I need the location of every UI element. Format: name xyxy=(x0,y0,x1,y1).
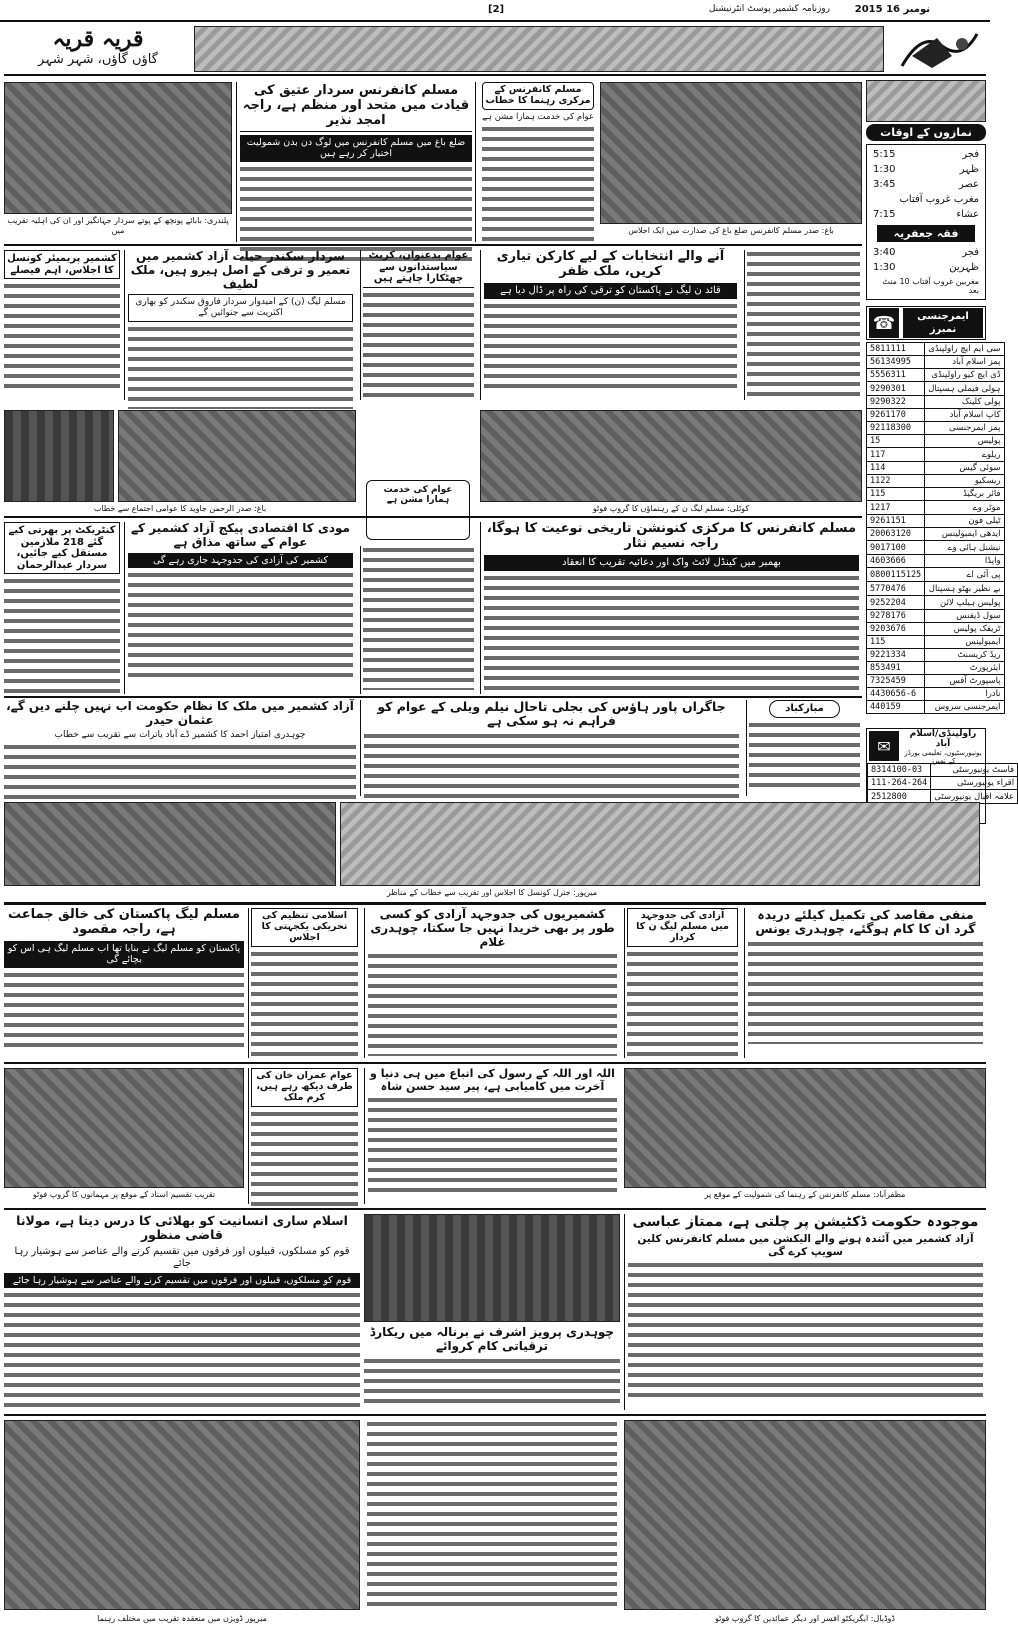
photo-speaker xyxy=(364,1214,620,1322)
emergency-title: ایمرجنسی نمبرز xyxy=(903,308,983,338)
article-a1-headline: مسلم کانفرنس سردار عتیق کی قیادت میں متحد اور منظم ہے، راجہ امجد نذیر xyxy=(240,82,472,132)
caption-bottom-2: ڈوڈیال: ایگزیکٹو افسر اور دیگر عمائدین کا گروپ فوٹو xyxy=(715,1614,895,1623)
prayer-row xyxy=(867,207,985,222)
row-rule xyxy=(4,244,862,246)
emergency-number: 9221334 xyxy=(867,649,925,662)
emergency-number: 4430656-6 xyxy=(867,688,925,701)
rawalpindi-label: اقراء یونیورسٹی xyxy=(931,777,1018,790)
article-b10 xyxy=(248,1068,360,1204)
jafaria-title: فقہ جعفریہ xyxy=(877,225,975,242)
article-b7-body xyxy=(364,1357,620,1407)
emergency-label: پمز اسلام آباد xyxy=(925,356,1004,369)
emergency-row xyxy=(867,448,1005,462)
rawalpindi-label: فاسٹ یونیورسٹی xyxy=(931,764,1018,777)
article-b8-sub: قوم کو مسلکوں، قبیلوں اور فرقوں میں تقسیم کرنے والے عناصر سے ہوشیار رہا جائے xyxy=(14,1245,350,1269)
emergency-label: سول ڈیفنس xyxy=(925,610,1004,623)
emergency-label: ٹریفک پولیس xyxy=(925,623,1004,636)
photo-bottom-1 xyxy=(4,1420,360,1610)
emergency-row xyxy=(867,675,1005,688)
rawalpindi-row xyxy=(868,777,1018,790)
article-a3-sub: قائد ن لیگ نے پاکستان کو ترقی کی راہ پر ڈال دیا ہے xyxy=(484,283,737,299)
article-a4-sub: مسلم لیگ (ن) کے امیدوار سردار فاروق سکندر کو بھاری اکثریت سے جتوائیں گے xyxy=(128,294,353,322)
emergency-label: نادرا xyxy=(925,688,1004,701)
article-a8-sub: کشمیر کی آزادی کی جدوجہد جاری رہے گی xyxy=(128,553,353,568)
article-b6-headline: موجودہ حکومت ڈکٹیشن پر چلتی ہے، ممتاز عباسی xyxy=(632,1214,979,1230)
emergency-label: پولی کلینک xyxy=(925,396,1004,409)
rawalpindi-number: 8314100-03 xyxy=(868,764,931,777)
caption-dua: کوٹلی: مسلم لیگ ن کے رہنماؤں کا گروپ فوٹو xyxy=(592,504,750,513)
emergency-row xyxy=(867,688,1005,701)
prayer-time: 3:40 xyxy=(873,247,896,258)
article-bottom-mid xyxy=(364,1420,620,1610)
emergency-row xyxy=(867,582,1005,596)
prayer-times-box xyxy=(866,144,986,300)
section-title-block xyxy=(8,26,188,74)
article-a12-headline: مبارکباد xyxy=(769,700,840,718)
section-subtitle: گاؤں گاؤں، شہر شہر xyxy=(38,52,158,67)
emergency-row xyxy=(867,515,1005,528)
emergency-label: موٹر وے xyxy=(925,501,1004,515)
article-a7-body xyxy=(484,574,859,694)
row-rule xyxy=(4,696,862,698)
article-a6 xyxy=(4,250,120,400)
emergency-number: 15 xyxy=(867,435,925,448)
emergency-label: بے نظیر بھٹو ہسپتال xyxy=(925,582,1004,596)
rawalpindi-title: راولپنڈی/اسلام آباد xyxy=(909,729,977,749)
emergency-number: 5556311 xyxy=(867,369,925,382)
emergency-label: کاپ اسلام آباد xyxy=(925,409,1004,422)
emergency-number: 9278176 xyxy=(867,610,925,623)
article-b8 xyxy=(4,1214,360,1410)
emergency-row xyxy=(867,435,1005,448)
prayer-name: فجر xyxy=(962,247,979,258)
prayer-name: ظہرین xyxy=(949,262,979,273)
phone-icon: ☎ xyxy=(869,308,899,338)
row-rule xyxy=(4,1062,986,1064)
article-b9 xyxy=(364,1068,620,1204)
article-b5-sub: پاکستان کو مسلم لیگ نے بنایا تھا اب مسلم لیگ ہی اس کو بچائے گی xyxy=(4,941,244,968)
emergency-number: 9017100 xyxy=(867,541,925,555)
prayer-row xyxy=(867,192,985,207)
article-a3-headline: آنے والے انتخابات کے لیے کارکن تیاری کریں، ملک ظفر xyxy=(496,249,725,279)
article-b8-sub2: قوم کو مسلکوں، قبیلوں اور فرقوں میں تقسیم کرنے والے عناصر سے ہوشیار رہا جائے xyxy=(4,1273,360,1288)
caption-award: پلندری: بابائے پونچھ کے پوتے سردار جہانگیر اور ان کی اہلیہ تقریب میں xyxy=(7,216,229,235)
logo xyxy=(892,26,982,72)
photo-dua xyxy=(480,410,862,502)
article-a5 xyxy=(360,250,476,400)
article-a12-body xyxy=(749,721,860,791)
prayer-name: مغرب غروب آفتاب xyxy=(899,194,979,205)
article-a1 xyxy=(236,82,476,242)
article-b8-body xyxy=(4,1291,360,1411)
rawalpindi-number: 2512800 xyxy=(868,790,931,804)
article-b7 xyxy=(364,1326,620,1410)
emergency-row xyxy=(867,528,1005,541)
rawalpindi-number: 111-264-264 xyxy=(868,777,931,790)
emergency-number: 1217 xyxy=(867,501,925,515)
prayer-row xyxy=(867,162,985,177)
article-a3-body xyxy=(484,302,737,392)
rawalpindi-header xyxy=(867,729,985,763)
article-a11 xyxy=(4,700,356,796)
photo-garland xyxy=(624,1068,986,1188)
article-a1-sub: ضلع باغ میں مسلم کانفرنس میں لوگ دن بدن شمولیت اختیار کر رہے ہیں xyxy=(240,135,472,162)
prayer-name: ظہر xyxy=(959,164,979,175)
row-rule xyxy=(4,1414,986,1416)
emergency-label: ہولی فیملی ہسپتال xyxy=(925,382,1004,396)
photo-certificate xyxy=(4,1068,244,1188)
emergency-row xyxy=(867,462,1005,475)
rawalpindi-subtitle: یونیورسٹیوں، تعلیمی بورڈز کے نمبرز xyxy=(904,749,982,765)
article-b5-body xyxy=(4,971,244,1051)
article-b4-body xyxy=(251,950,358,1060)
prayer-row xyxy=(867,245,985,260)
page-half-rule xyxy=(4,902,986,905)
emergency-number: 9203676 xyxy=(867,623,925,636)
emergency-row xyxy=(867,356,1005,369)
emergency-number: 4603666 xyxy=(867,555,925,568)
emergency-row xyxy=(867,396,1005,409)
emergency-row xyxy=(867,422,1005,435)
emergency-row xyxy=(867,568,1005,582)
article-a4-body xyxy=(128,325,353,409)
emergency-number: 0800115125 xyxy=(867,568,925,582)
article-a11-headline: آزاد کشمیر میں ملک کا نظام حکومت اب نہیں چلنے دیں گے، عثمان حیدر xyxy=(6,699,354,727)
row-rule xyxy=(4,516,862,518)
caption-meeting: باغ: صدر مسلم کانفرنس ضلع باغ کی صدارت میں ایک اجلاس xyxy=(628,226,834,235)
photo-wide-2 xyxy=(340,802,980,886)
prayer-times-title: نمازوں کے اوقات xyxy=(866,124,986,141)
article-a8-headline: مودی کا اقتصادی پیکج آزاد کشمیر کے عوام کے ساتھ مذاق ہے xyxy=(131,521,350,549)
article-a7 xyxy=(480,522,862,694)
emergency-row xyxy=(867,488,1005,501)
article-a9 xyxy=(4,522,120,694)
article-b9-headline: اللہ اور اللہ کے رسول کی اتباع میں ہی دنیا و آخرت میں کامیابی ہے، پیر سید حسن شاہ xyxy=(370,1067,615,1093)
article-b9-body xyxy=(368,1096,617,1192)
emergency-label: سی ایم ایچ راولپنڈی xyxy=(925,343,1004,356)
article-b10-body xyxy=(251,1110,358,1206)
article-side-small xyxy=(744,250,862,400)
article-b2 xyxy=(624,908,740,1058)
emergency-label: پاسپورٹ آفس xyxy=(925,675,1004,688)
emergency-label: پمز ایمرجنسی xyxy=(925,422,1004,435)
photo-meeting xyxy=(600,82,862,224)
article-b6 xyxy=(624,1214,986,1410)
photo-award xyxy=(4,82,232,214)
emergency-row xyxy=(867,343,1005,356)
article-a6-headline: کشمیر پریمیئر کونسل کا اجلاس، اہم فیصلے xyxy=(4,250,120,279)
photo-group-1 xyxy=(4,410,114,502)
article-b1-body xyxy=(748,940,983,1044)
article-a8-body xyxy=(128,571,353,683)
caption-group: باغ: صدر الرحمن جاوید کا عوامی اجتماع سے خطاب xyxy=(93,504,267,513)
pullquote-text: عوام کی خدمت ہمارا مشن ہے xyxy=(383,485,453,506)
date-label: 2015 نومبر 16 xyxy=(854,4,930,15)
prayer-time: 1:30 xyxy=(873,164,896,175)
masthead-bar xyxy=(0,0,990,22)
emergency-label: ایئرپورٹ xyxy=(925,662,1004,675)
rawalpindi-title-block xyxy=(901,729,985,763)
prayer-row xyxy=(867,275,985,297)
emergency-number: 115 xyxy=(867,636,925,649)
article-side-small-body xyxy=(747,250,860,396)
caption-wide: میرپور: جنرل کونسل کا اجلاس اور تقریب سے خطاب کے مناظر xyxy=(386,888,598,897)
emergency-row xyxy=(867,541,1005,555)
caption-bottom-1: میرپور ڈویژن میں منعقدہ تقریب میں مختلف رہنما xyxy=(97,1614,267,1623)
emergency-number: 114 xyxy=(867,462,925,475)
article-bottom-mid-body xyxy=(367,1420,617,1606)
emergency-label: ایمبولینس xyxy=(925,636,1004,649)
article-b4 xyxy=(248,908,360,1058)
emergency-label: ڈی ایچ کیو راولپنڈی xyxy=(925,369,1004,382)
article-a7-sub: بھمبر میں کینڈل لائٹ واک اور دعائیہ تقریب کا انعقاد xyxy=(484,555,859,571)
emergency-label: ریسکیو xyxy=(925,475,1004,488)
article-a5b xyxy=(360,546,476,694)
pullquote xyxy=(366,480,470,540)
emergency-number: 5770476 xyxy=(867,582,925,596)
emergency-number: 7325459 xyxy=(867,675,925,688)
rawalpindi-row xyxy=(868,764,1018,777)
rawalpindi-table xyxy=(867,763,1018,804)
emergency-row xyxy=(867,623,1005,636)
emergency-row xyxy=(867,701,1005,714)
article-a9-body xyxy=(4,577,120,695)
emergency-number: 853491 xyxy=(867,662,925,675)
article-a3 xyxy=(480,250,740,400)
emergency-number: 1122 xyxy=(867,475,925,488)
emergency-number: 115 xyxy=(867,488,925,501)
article-a12 xyxy=(746,700,862,796)
paper-name: روزنامہ کشمیر پوسٹ انٹرنیشنل xyxy=(708,4,830,14)
prayer-row xyxy=(867,260,985,275)
photo-wide-1 xyxy=(4,802,336,886)
emergency-number: 5811111 xyxy=(867,343,925,356)
article-a2-sub: عوام کی خدمت ہمارا مشن ہے xyxy=(482,111,594,122)
article-b8-headline: اسلام ساری انسانیت کو بھلائی کا درس دیتا ہے، مولانا قاضی منظور xyxy=(16,1213,348,1243)
article-b6-sub: آزاد کشمیر میں آئندہ ہونے والے الیکشن میں مسلم کانفرنس کلین سویپ کرے گی xyxy=(637,1233,974,1258)
emergency-label: ریڈ کریسنٹ xyxy=(925,649,1004,662)
section-banner xyxy=(4,24,986,76)
article-a11-sub: چوہدری امتیاز احمد کا کشمیر ڈے آباد یاترات سے تقریب سے خطاب xyxy=(54,729,306,740)
article-b4-headline: اسلامی تنظیم کی تحریکی یکجہتی کا اجلاس xyxy=(251,908,358,947)
row-rule xyxy=(4,1208,986,1210)
prayer-name: فجر xyxy=(962,149,979,160)
prayer-time: 1:30 xyxy=(873,262,896,273)
emergency-label: ٹیلی فون xyxy=(925,515,1004,528)
article-a2-body xyxy=(482,125,594,243)
emergency-number: 440159 xyxy=(867,701,925,714)
photo-bottom-2 xyxy=(624,1420,986,1610)
emergency-number: 117 xyxy=(867,448,925,462)
emergency-number: 56134995 xyxy=(867,356,925,369)
page-number: [2] xyxy=(488,4,505,15)
emergency-label: ایمرجنسی سروس xyxy=(925,701,1004,714)
article-a10-headline: جاگراں پاور ہاؤس کی بجلی تاحال نیلم ویلی کے عوام کو فراہم نہ ہو سکی ہے xyxy=(377,699,726,729)
prayer-row xyxy=(867,147,985,162)
article-a11-body xyxy=(4,743,356,799)
emergency-number: 92118300 xyxy=(867,422,925,435)
emergency-number: 20063120 xyxy=(867,528,925,541)
article-a7-headline: مسلم کانفرنس کا مرکزی کنونشن تاریخی نوعیت کا ہوگا، راجہ نسیم نثار xyxy=(486,521,857,551)
emergency-label: ایدھی ایمبولینس xyxy=(925,528,1004,541)
emergency-number: 9252204 xyxy=(867,596,925,610)
prayer-time: 7:15 xyxy=(873,209,896,220)
mosque-photo xyxy=(866,80,986,122)
article-b1-headline: منفی مقاصد کی تکمیل کیلئے دریدہ گرد ان کا کام ہوگئے، چوہدری یونس xyxy=(755,907,976,937)
emergency-row xyxy=(867,475,1005,488)
article-a6-body xyxy=(4,282,120,392)
emergency-row xyxy=(867,382,1005,396)
article-a8 xyxy=(124,522,356,694)
emergency-row xyxy=(867,596,1005,610)
emergency-number: 9290301 xyxy=(867,382,925,396)
emergency-label: سوئی گیس xyxy=(925,462,1004,475)
article-b5-headline: مسلم لیگ پاکستان کی خالق جماعت ہے، راجہ مقصود xyxy=(8,907,240,937)
article-b3 xyxy=(364,908,620,1058)
article-a4 xyxy=(124,250,356,400)
rawalpindi-label: علامہ اقبال یونیورسٹی xyxy=(931,790,1018,804)
emergency-row xyxy=(867,610,1005,623)
caption-garland: مظفرآباد: مسلم کانفرنس کے رہنما کی شمولیت کے موقع پر xyxy=(704,1190,906,1199)
emergency-table xyxy=(866,342,1005,714)
article-b7-headline: چوہدری پرویز اشرف نے برنالہ میں ریکارڈ ترقیاتی کام کروائے xyxy=(369,1325,615,1353)
emergency-row xyxy=(867,501,1005,515)
emergency-number: 9290322 xyxy=(867,396,925,409)
emergency-row xyxy=(867,555,1005,568)
emergency-number: 9261170 xyxy=(867,409,925,422)
section-title: قریہ قریہ xyxy=(52,26,144,52)
article-a2-headline: مسلم کانفرنس کے مرکزی رہنما کا خطاب xyxy=(482,82,594,110)
emergency-row xyxy=(867,409,1005,422)
prayer-name: مغربین غروب آفتاب 10 منٹ بعد xyxy=(882,277,979,295)
article-b10-headline: عوام عمران خان کی طرف دیکھ رہے ہیں، کرم ملک xyxy=(251,1068,358,1107)
article-a5b-body xyxy=(363,546,474,690)
article-a10 xyxy=(360,700,742,796)
emergency-row xyxy=(867,369,1005,382)
emergency-label: پولیس xyxy=(925,435,1004,448)
article-a2 xyxy=(480,82,596,242)
emergency-header xyxy=(866,306,986,340)
emergency-label: پی آئی اے xyxy=(925,568,1004,582)
prayer-name: عصر xyxy=(958,179,979,190)
photo-group-2 xyxy=(118,410,356,502)
article-a10-body xyxy=(364,732,739,804)
article-b6-body xyxy=(628,1261,983,1397)
caption-certificate: تقریب تقسیم اسناد کے موقع پر مہمانوں کا گروپ فوٹو xyxy=(32,1190,216,1199)
emergency-label: واپڈا xyxy=(925,555,1004,568)
article-b3-body xyxy=(368,952,617,1056)
article-b1 xyxy=(744,908,986,1058)
banner-collage xyxy=(194,26,884,72)
article-a9-headline: کنٹریکٹ پر بھرتی کیے گئے 218 ملازمین مستقل کیے جائیں، سردار عبدالرحمان xyxy=(4,522,120,574)
emergency-row xyxy=(867,636,1005,649)
fax-icon: ✉ xyxy=(869,731,899,761)
prayer-name: عشاء xyxy=(956,209,979,220)
emergency-label: ریلوے xyxy=(925,448,1004,462)
article-a5-headline: عوام بدعنوان، کرپٹ سیاستدانوں سے چھٹکارا چاہتے ہیں xyxy=(363,250,474,288)
emergency-row xyxy=(867,662,1005,675)
emergency-number: 9261151 xyxy=(867,515,925,528)
article-b2-body xyxy=(627,950,738,1058)
article-b3-headline: کشمیریوں کی جدوجہد آزادی کو کسی طور پر بھی خریدا نہیں جا سکتا، چوہدری غلام xyxy=(370,907,615,949)
prayer-time: 5:15 xyxy=(873,149,896,160)
article-a4-headline: سردار سکندر حیات آزاد کشمیر میں تعمیر و ترقی کے اصل ہیرو ہیں، ملک لطیف xyxy=(130,249,351,291)
emergency-label: پولیس ہیلپ لائن xyxy=(925,596,1004,610)
emergency-label: نیشنل ہائی وے xyxy=(925,541,1004,555)
emergency-row xyxy=(867,649,1005,662)
article-a5-body xyxy=(363,291,474,397)
article-b2-headline: آزادی کی جدوجہد میں مسلم لیگ ن کا کردار xyxy=(627,908,738,947)
emergency-label: فائر بریگیڈ xyxy=(925,488,1004,501)
article-b5 xyxy=(4,908,244,1058)
prayer-row xyxy=(867,177,985,192)
prayer-time: 3:45 xyxy=(873,179,896,190)
